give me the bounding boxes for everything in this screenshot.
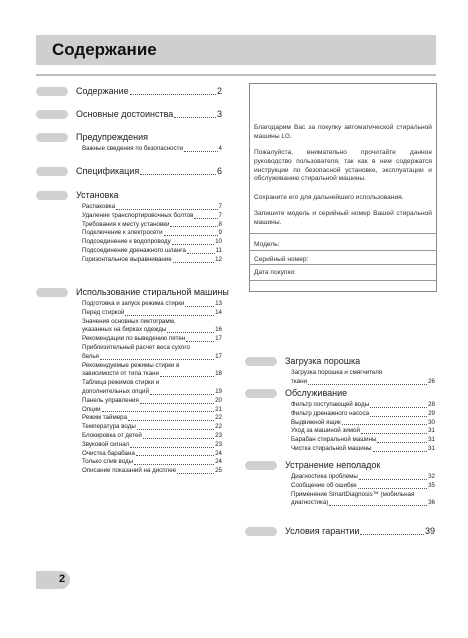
entry-text: Сообщение об ошибке (291, 481, 357, 489)
toc-section-title[interactable] (285, 387, 435, 399)
dot-leader (177, 467, 214, 474)
toc-entry[interactable] (291, 369, 435, 378)
page-ref: 31 (428, 436, 435, 444)
entry-text: Фильтр дренажного насоса (291, 409, 370, 417)
toc-entry[interactable] (82, 441, 222, 450)
toc-section-title[interactable] (76, 189, 222, 201)
toc-entry[interactable] (82, 318, 222, 327)
notice-paragraph: Сохраните его для дальнейшего использования. (254, 194, 404, 201)
entry-text: Значения основных пиктограмм, (82, 317, 176, 325)
notice-paragraph: Запишите модель и серийный номер Вашей стиральной машины. (254, 210, 432, 226)
entry-text: Панель управления (82, 396, 139, 404)
toc-entry[interactable] (82, 379, 222, 388)
dot-leader (170, 221, 217, 228)
dot-leader (164, 229, 218, 236)
dot-leader (186, 335, 214, 342)
header-rule (36, 74, 436, 76)
page-ref: 17 (215, 352, 222, 360)
page-ref: 4 (218, 145, 222, 152)
page-ref: 16 (215, 326, 222, 334)
entry-text: Очистка барабана (82, 449, 135, 457)
toc-entry[interactable] (82, 229, 222, 238)
page-ref: 21 (215, 405, 222, 413)
page-ref: 23 (215, 432, 222, 439)
toc-entry[interactable] (82, 467, 222, 476)
section-title-text: Устранение неполадок (285, 460, 381, 470)
entry-text: дополнительных опций (82, 388, 149, 395)
toc-entry[interactable] (82, 432, 222, 441)
page-ref: 29 (428, 409, 435, 417)
entry-text: Загрузка порошка и смягчителя (291, 369, 383, 376)
section-title-text: Предупреждения (76, 132, 148, 142)
dot-leader (130, 441, 214, 448)
dot-leader (130, 85, 216, 95)
notice-box (249, 83, 437, 292)
entry-text: Подсоединение к водопроводу (82, 238, 171, 246)
page-ref: 6 (216, 166, 222, 176)
toc-entry[interactable] (82, 145, 222, 154)
entry-text: Рекомендуемые режимы стирки в (82, 361, 180, 369)
toc-entry[interactable] (82, 397, 222, 406)
toc-entry[interactable] (82, 362, 222, 371)
dot-leader (137, 423, 214, 430)
page-ref: 7 (218, 211, 222, 219)
page-ref: 22 (215, 414, 222, 422)
purchase-date-field: Дата покупки: (254, 269, 296, 276)
page-ref: 24 (215, 458, 222, 466)
dot-leader (173, 256, 214, 263)
entry-text: Требования к месту установки (82, 220, 170, 228)
section-marker (245, 389, 277, 398)
toc-entry[interactable] (291, 436, 435, 445)
dot-leader (136, 450, 214, 457)
page-ref: 10 (215, 238, 222, 246)
entry-text: Важные сведения по безопасности (82, 145, 183, 152)
entry-text: Выдвижной ящик (291, 418, 341, 426)
dot-leader (187, 247, 215, 254)
toc-entry[interactable] (82, 388, 222, 397)
section-title-text: Установка (76, 190, 119, 200)
entry-text: Подсоединение дренажного шланга (82, 247, 186, 254)
dot-leader (185, 300, 214, 307)
entry-text: Уход за машиной зимой (291, 427, 360, 435)
toc-section-title[interactable] (76, 108, 222, 120)
page-ref: 39 (424, 526, 435, 536)
notice-divider (250, 264, 436, 265)
page-ref: 18 (215, 370, 222, 378)
model-field: Модель: (254, 241, 280, 248)
toc-entry[interactable] (82, 221, 222, 230)
toc-entry[interactable] (82, 450, 222, 459)
entry-text: белья (82, 352, 99, 360)
toc-section-title[interactable] (285, 355, 435, 367)
entry-text: Перед стиркой (82, 308, 125, 316)
entry-text: Фильтр поступающей воды (291, 401, 370, 408)
dot-leader (167, 326, 214, 333)
entry-text: Таблица режимов стирки и (82, 379, 160, 387)
toc-entry[interactable] (291, 419, 435, 428)
dot-leader (140, 397, 214, 404)
dot-leader (308, 378, 427, 385)
dot-leader (102, 406, 214, 413)
entry-text: Подготовка и запуск режима стирки (82, 300, 185, 307)
dot-leader (370, 401, 427, 408)
dot-leader (116, 203, 218, 210)
page-ref: 19 (215, 388, 222, 395)
entry-text: указанных на бирках одежды (82, 326, 167, 334)
section-marker (36, 133, 68, 142)
section-marker (245, 357, 277, 366)
dot-leader (160, 370, 214, 377)
notice-divider (250, 250, 436, 251)
dot-leader (125, 309, 214, 316)
toc-entry[interactable] (82, 335, 222, 344)
page-ref: 11 (215, 247, 222, 254)
section-marker (245, 527, 277, 536)
dot-leader (184, 145, 218, 152)
entry-text: Опции (82, 405, 101, 413)
toc-entry[interactable] (82, 326, 222, 335)
entry-text: Температура воды (82, 423, 136, 431)
toc-entry[interactable] (82, 256, 222, 265)
dot-leader (134, 458, 214, 465)
page-ref: 23 (215, 440, 222, 448)
section-title-text: Содержание (76, 86, 129, 96)
page-ref: 2 (216, 86, 222, 96)
entry-text: Горизонтальное выравнивание (82, 255, 172, 263)
dot-leader (359, 473, 427, 480)
toc-entry[interactable] (291, 378, 435, 387)
toc-entry[interactable] (291, 401, 435, 410)
dot-leader (194, 212, 217, 219)
page-ref: 36 (428, 499, 435, 507)
page-ref: 3 (216, 109, 222, 119)
entry-text: Приблизительный расчет веса сухого (82, 344, 190, 351)
notice-paragraph: Благодарим Вас за покупку автоматической стиральной машины LG. (254, 124, 432, 140)
entry-text: Рекомендации по выведению пятен (82, 335, 186, 343)
page-ref: 28 (428, 401, 435, 408)
entry-text: Удаление транспортировочных болтов (82, 211, 194, 219)
toc-entry[interactable] (82, 238, 222, 247)
dot-leader (358, 482, 427, 489)
page-ref: 32 (428, 473, 435, 480)
section-title-text: Использование стиральной машины (76, 287, 229, 297)
entry-text: Барабан стиральной машины (291, 436, 377, 444)
entry-text: Режим таймера (82, 414, 128, 422)
section-marker (245, 461, 277, 470)
toc-entry[interactable] (82, 309, 222, 318)
page-ref: 22 (215, 423, 222, 431)
toc-section-title[interactable] (76, 131, 222, 143)
dot-leader (100, 353, 214, 360)
page-number: 2 (59, 573, 66, 585)
toc-section-title[interactable] (76, 286, 229, 298)
toc-entry[interactable] (291, 427, 435, 436)
toc-entry[interactable] (82, 300, 222, 309)
toc-entry[interactable] (291, 499, 435, 508)
page-ref: 25 (215, 467, 222, 475)
entry-text: Диагностика проблемы (291, 473, 358, 480)
dot-leader (172, 238, 214, 245)
entry-text: диагностика) (291, 499, 329, 507)
toc-entry[interactable] (291, 482, 435, 491)
page-ref: 8 (218, 220, 222, 228)
entry-text: ткани (291, 377, 307, 385)
notice-divider (250, 233, 436, 234)
section-title-text: Обслуживание (285, 388, 348, 398)
toc-section-title[interactable] (285, 525, 435, 537)
page-ref: 30 (428, 418, 435, 426)
notice-divider (250, 280, 436, 281)
toc-entry[interactable] (82, 406, 222, 415)
entry-text: Распаковка (82, 203, 116, 210)
toc-entry[interactable] (82, 414, 222, 423)
entry-text: Описание показаний на дисплее (82, 467, 177, 475)
entry-text: Только слив воды (82, 458, 134, 466)
dot-leader (373, 445, 427, 452)
toc-section-title[interactable] (285, 459, 435, 471)
entry-text: Применение SmartDiagnosis™ (мобильная (291, 490, 415, 498)
dot-leader (370, 410, 427, 417)
toc-entry[interactable] (82, 212, 222, 221)
dot-leader (140, 165, 216, 175)
toc-entry[interactable] (82, 353, 222, 362)
section-title-text: Спецификация (76, 166, 140, 176)
dot-leader (361, 427, 427, 434)
toc-entry[interactable] (82, 458, 222, 467)
page-ref: 31 (428, 427, 435, 435)
toc-entry[interactable] (82, 370, 222, 379)
page-ref: 12 (215, 255, 222, 263)
dot-leader (342, 419, 427, 426)
section-marker (36, 191, 68, 200)
serial-number-field: Серийный номер: (254, 256, 309, 263)
toc-entry[interactable] (291, 473, 435, 482)
toc-entry[interactable] (291, 491, 435, 500)
dot-leader (174, 108, 216, 118)
entry-text: зависимости от типа ткани (82, 370, 160, 378)
toc-entry[interactable] (82, 203, 222, 212)
notice-paragraph: Пожалуйста, внимательно прочитайте данное руководство пользователя, так как в нем содержатся инструкции по безопасной установке, эксплуатации и обслуживанию стиральной машины. (254, 149, 432, 183)
section-marker (36, 288, 68, 297)
section-title-text: Основные достоинства (76, 109, 174, 119)
page-ref: 20 (215, 396, 222, 404)
toc-entry[interactable] (82, 344, 222, 353)
page-ref: 24 (215, 449, 222, 457)
toc-section-title[interactable] (76, 85, 222, 97)
toc-entry[interactable] (82, 247, 222, 256)
entry-text: Подключение к электросети (82, 229, 163, 237)
dot-leader (377, 436, 427, 443)
page-ref: 17 (215, 335, 222, 343)
page-ref: 26 (428, 377, 435, 385)
section-marker (36, 110, 68, 119)
dot-leader (143, 432, 214, 439)
section-title-text: Загрузка порошка (285, 356, 361, 366)
page-ref: 7 (218, 203, 222, 210)
page-ref: 13 (215, 300, 222, 307)
toc-entry[interactable] (291, 410, 435, 419)
entry-text: Чистка стиральной машины (291, 445, 372, 452)
dot-leader (128, 414, 214, 421)
dot-leader (360, 525, 424, 535)
section-marker (36, 87, 68, 96)
page-ref: 35 (428, 481, 435, 489)
page-ref: 9 (218, 229, 222, 237)
section-title-text: Условия гарантии (285, 526, 360, 536)
section-marker (36, 167, 68, 176)
entry-text: Звуковой сигнал (82, 440, 130, 448)
toc-entry[interactable] (291, 445, 435, 454)
page-ref: 14 (215, 308, 222, 316)
dot-leader (150, 388, 214, 395)
page-ref: 31 (428, 445, 435, 452)
toc-entry[interactable] (82, 423, 222, 432)
dot-leader (329, 499, 427, 506)
entry-text: Блокировка от детей (82, 432, 142, 439)
page-title: Содержание (52, 40, 157, 59)
toc-section-title[interactable] (76, 165, 222, 177)
